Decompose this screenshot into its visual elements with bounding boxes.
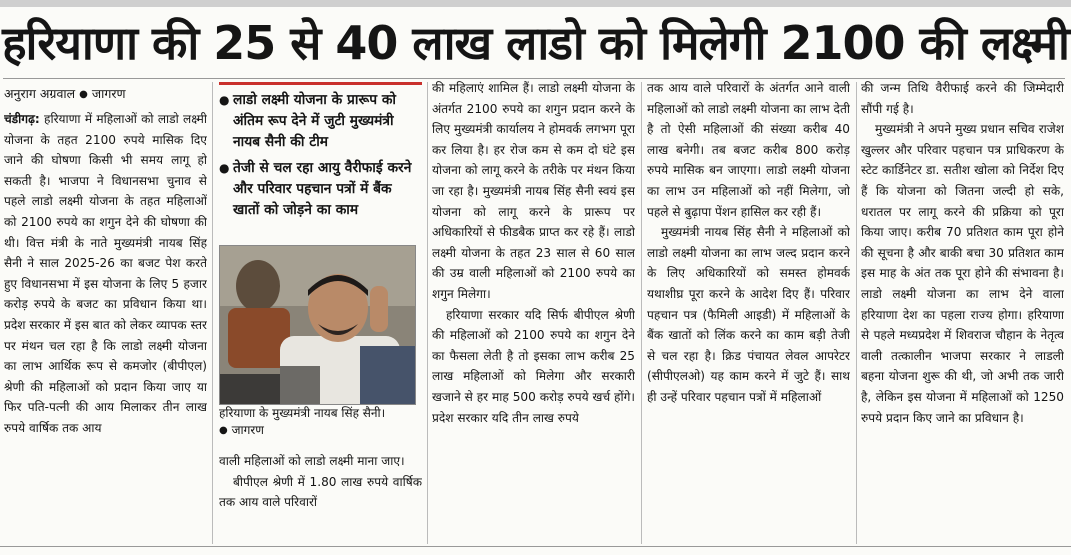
article-column-4 — [647, 78, 850, 543]
paragraph: की महिलाएं शामिल हैं। लाडो लक्ष्मी योजना के अंतर्गत 2100 रुपये का शगुन प्रदान करने के लिए मुख्यमंत्री कार्यालय ने होमवर्क लगभग पूरा कर लिया है। हर रोज कम से कम दो घंटे इस योजना को लागू करने के तरीके पर मंथन किया जा रहा है। मुख्यमंत्री नायब सिंह सैनी स्वयं इस योजना को लागू करने के प्रारूप पर अधिकारियों से फीडबैक प्राप्त कर रहे हैं। लाडो लक्ष्मी योजना के तहत 23 साल से 60 साल की उम्र वाली महिलाओं को 2100 रुपये का शगुन मिलेगा। — [432, 81, 635, 301]
paragraph: की जन्म तिथि वैरीफाई करने की जिम्मेदारी सौंपी गई है। — [861, 81, 1064, 116]
paragraph: तक आय वाले परिवारों के अंतर्गत आने वाली महिलाओं को लाडो लक्ष्मी योजना का लाभ देती है तो ऐसी महिलाओं की संख्या करीब 40 लाख बनेगी। तब बजट करीब 800 करोड़ रुपये मासिक बन जाएगा। लाडो लक्ष्मी योजना का लाभ उन महिलाओं को नहीं मिलेगा, जो पहले से बुढ़ापा पेंशन हासिल कर रही हैं। — [647, 81, 850, 219]
bullet-dot-icon: ● — [219, 425, 228, 436]
paragraph: हरियाणा सरकार यदि सिर्फ बीपीएल श्रेणी की महिलाओं को 2100 रुपये का शगुन देने का फैसला लेती है तो इसका लाभ करीब 25 लाख महिलाओं को मिलेगा और सरकारी खजाने से हर माह 500 करोड़ रुपये खर्च होंगे। प्रदेश सरकार यदि तीन लाख रुपये — [432, 307, 635, 425]
photo-credit — [219, 422, 422, 439]
paragraph: वाली महिलाओं को लाडो लक्ष्मी माना जाए। — [219, 454, 405, 468]
page-top-bar — [0, 0, 1071, 7]
dateline: चंडीगढ़: — [4, 112, 40, 126]
photo-credit-text: जागरण — [231, 423, 264, 437]
column-divider — [641, 82, 642, 544]
paragraph — [4, 109, 207, 439]
byline-author: अनुराग अग्रवाल — [4, 86, 76, 101]
article-column-3 — [432, 78, 635, 543]
chief-minister-photo — [219, 245, 416, 405]
paragraph: बीपीएल श्रेणी में 1.80 लाख रुपये वार्षिक तक आय वाले परिवारों — [219, 474, 422, 510]
paragraph: मुख्यमंत्री नायब सिंह सैनी ने महिलाओं को लाडो लक्ष्मी योजना का लाभ जल्द प्रदान करने के लिए अधिकारियों को समस्त होमवर्क यथाशीघ्र पूरा करने के आदेश दिए हैं। परिवार पहचान पत्र (फैमिली आइडी) में महिलाओं के बैंक खातों को लिंक करने का काम बड़ी तेजी से चल रहा है। क्रिड पंचायत लेवल आपरेटर (सीपीएलओ) यह काम करने में जुटे हैं। साथ ही उन्हें परिवार पहचान पत्रों में महिलाओं — [647, 225, 850, 404]
paragraph: मुख्यमंत्री ने अपने मुख्य प्रधान सचिव राजेश खुल्लर और परिवार पहचान पत्र प्राधिकरण के स्टेट कार्डिनेटर डा. सतीश खोला को निर्देश दिए हैं कि योजना को जितना जल्दी हो सके, धरातल पर लागू करने की प्रक्रिया को पूरा किया जाए। करीब 70 प्रतिशत काम पूरा होने की सूचना है और बाकी बचा 30 प्रतिशत काम इस माह के अंत तक पूरा होने की संभावना है। लाडो लक्ष्मी योजना का लाभ देने वाला हरियाणा देश का पहला राज्य होगा। हरियाणा से पहले मध्यप्रदेश में शिवराज चौहान के नेतृत्व वाली तत्कालीन भाजपा सरकार ने लाडली बहना योजना शुरू की थी, जो अभी तक जारी है, लेकिन इस योजना में महिलाओं को 1250 रुपये प्रदान किए जाने का प्रविधान है। — [861, 122, 1064, 425]
article-column-2 — [219, 451, 422, 543]
article-column-5 — [861, 78, 1064, 543]
column-divider — [427, 82, 428, 544]
byline-source: जागरण — [91, 86, 126, 101]
bullet-dot-icon: ● — [219, 161, 230, 175]
photo-caption-text: हरियाणा के मुख्यमंत्री नायब सिंह सैनी। — [219, 406, 386, 420]
page-bottom-rule — [0, 546, 1071, 547]
photo-illustration — [220, 246, 415, 404]
bullet-dot-icon: ● — [219, 93, 230, 107]
bullet-dot-icon: ● — [79, 89, 88, 100]
column-divider — [212, 82, 213, 544]
byline — [4, 84, 207, 105]
paragraph-text: हरियाणा में महिलाओं को लाडो लक्ष्मी योजना के तहत 2100 रुपये मासिक दिए जाने की घोषणा किसी भी समय लागू हो सकती है। भाजपा ने विधानसभा चुनाव से पहले लाडो लक्ष्मी योजना के तहत महिलाओं को 2100 रुपये का शगुन देने की घोषणा की थी। वित्त मंत्री के नाते मुख्यमंत्री नायब सिंह सैनी ने साल 2025-26 का बजट पेश करते हुए विधानसभा में इस योजना के लिए 5 हजार करोड़ रुपये के बजट का प्रविधान किया था। प्रदेश सरकार में इस बात को लेकर व्यापक स्तर पर मंथन चल रहा है कि लाडो लक्ष्मी योजना का लाभ आर्थिक रूप से कमजोर (बीपीएल) श्रेणी की महिलाओं को प्रदान किया जाए या फिर पति-पत्नी की आय मिलाकर तीन लाख रुपये वार्षिक तक आय — [4, 112, 207, 435]
photo-caption — [219, 405, 422, 439]
headline: हरियाणा की 25 से 40 लाख लाडो को मिलेगी 2100 की लक्ष्मी — [2, 16, 1069, 70]
article-column-1 — [4, 84, 207, 542]
column-divider — [856, 82, 857, 544]
highlight-item — [219, 158, 422, 221]
highlights-box — [219, 82, 422, 247]
highlight-text: लाडो लक्ष्मी योजना के प्रारूप को अंतिम रूप देने में जुटी मुख्यमंत्री नायब सैनी की टीम — [233, 92, 397, 150]
highlight-item — [219, 90, 422, 153]
highlight-text: तेजी से चल रहा आयु वैरीफाई करने और परिवार पहचान पत्रों में बैंक खातों को जोड़ने का काम — [233, 160, 412, 218]
